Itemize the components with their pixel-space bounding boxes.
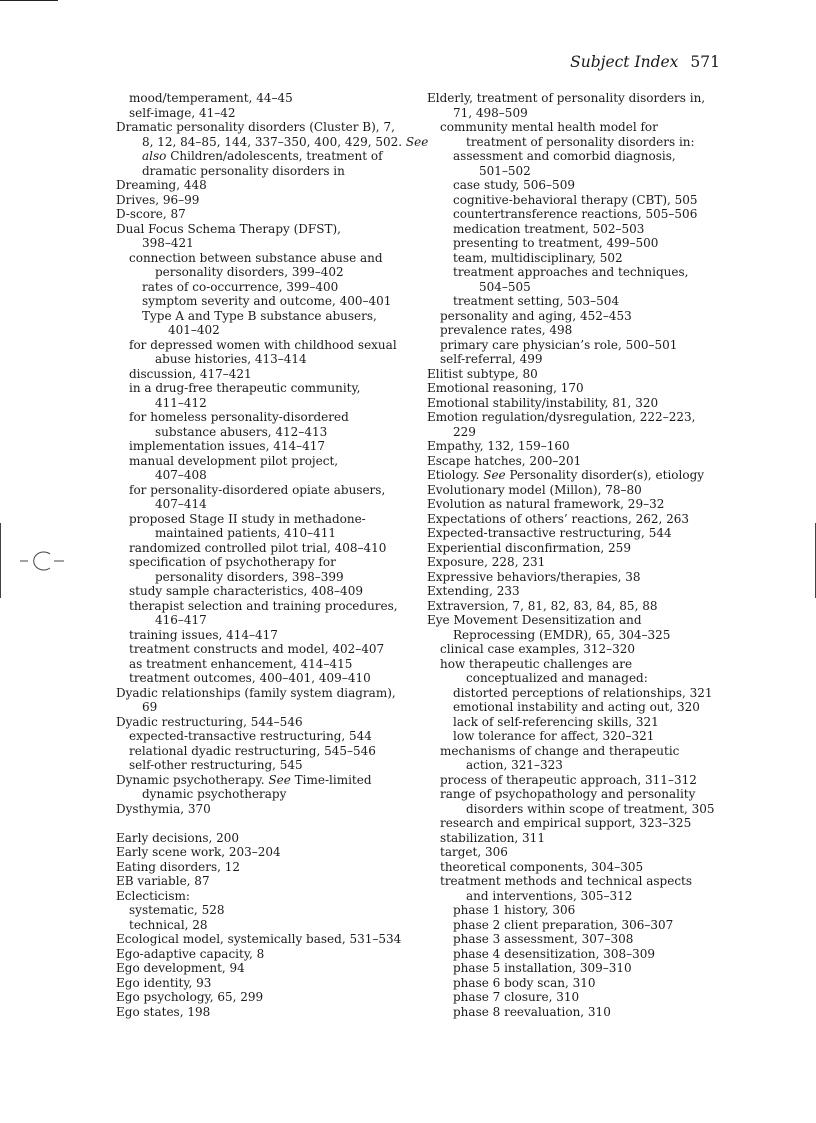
index-entry-text: primary care physician’s role, 500–501 <box>440 337 678 352</box>
index-entry-text: treatment approaches and techniques, <box>453 265 689 279</box>
index-entry <box>116 207 416 222</box>
index-entry <box>116 323 416 338</box>
index-entry-text: Type A and Type B substance abusers, <box>142 308 377 323</box>
index-entry <box>427 874 727 889</box>
index-entry-text: target, 306 <box>440 845 508 859</box>
index-entry <box>116 889 416 904</box>
index-entry <box>427 323 727 338</box>
index-entry-text: Elitist subtype, 80 <box>427 366 538 381</box>
index-entry-text: treatment setting, 503–504 <box>453 294 620 308</box>
index-entry-text: Reprocessing (EMDR), 65, 304–325 <box>453 627 671 642</box>
index-entry <box>116 497 416 512</box>
index-entry <box>427 816 727 831</box>
index-entry-text: phase 7 closure, 310 <box>453 990 580 1004</box>
index-entry <box>427 454 727 469</box>
index-entry-text: dynamic psychotherapy <box>142 787 287 801</box>
index-entry-text: implementation issues, 414–417 <box>129 439 326 453</box>
index-entry <box>116 845 416 860</box>
index-entry <box>116 265 416 280</box>
index-entry-text: Eye Movement Desensitization and <box>427 613 642 627</box>
index-entry <box>116 831 416 846</box>
index-entry-text: Expected-transactive restructuring, 544 <box>427 526 672 540</box>
index-entry <box>116 555 416 570</box>
index-entry-text: mood/temperament, 44–45 <box>129 91 293 105</box>
index-entry-text: 504–505 <box>479 279 531 294</box>
index-entry <box>427 903 727 918</box>
index-entry-text: Expectations of others’ reactions, 262, 263 <box>427 511 690 526</box>
index-entry-text: 71, 498–509 <box>453 105 528 120</box>
index-entry-text: Expressive behaviors/therapies, 38 <box>427 569 641 584</box>
index-entry-text: personality disorders, 398–399 <box>155 569 344 584</box>
index-entry <box>427 671 727 686</box>
index-entry <box>427 410 727 425</box>
index-entry-text: study sample characteristics, 408–409 <box>129 584 363 598</box>
crop-mark-left <box>0 523 1 598</box>
index-entry-text: relational dyadic restructuring, 545–546 <box>129 743 376 758</box>
index-entry <box>427 657 727 672</box>
index-entry <box>116 961 416 976</box>
index-entry-text: for homeless personality-disordered <box>129 410 349 424</box>
index-entry <box>116 280 416 295</box>
index-entry-text: Drives, 96–99 <box>116 192 200 207</box>
index-entry-text: 8, 12, 84–85, 144, 337–350, 400, 429, 502. <box>142 134 403 149</box>
index-entry-text: discussion, 417–421 <box>129 366 252 381</box>
index-entry-text: conceptualized and managed: <box>466 671 648 685</box>
index-entry-text: expected-transactive restructuring, 544 <box>129 729 372 743</box>
index-entry-text: range of psychopathology and personality <box>440 787 696 801</box>
index-entry-text: Emotional reasoning, 170 <box>427 381 584 395</box>
registration-mark-icon <box>20 549 64 573</box>
index-entry <box>427 468 727 483</box>
index-entry <box>116 918 416 933</box>
index-entry-text: 407–414 <box>155 497 207 511</box>
index-entry-text: as treatment enhancement, 414–415 <box>129 656 353 671</box>
index-entry <box>116 251 416 266</box>
index-entry-text: treatment constructs and model, 402–407 <box>129 642 385 656</box>
index-entry <box>116 193 416 208</box>
index-entry-text: countertransference reactions, 505–506 <box>453 207 698 221</box>
index-column-right <box>427 91 727 1019</box>
index-entry-text: Emotional stability/instability, 81, 320 <box>427 395 659 410</box>
index-entry <box>427 265 727 280</box>
index-entry <box>427 178 727 193</box>
index-entry-text: Dynamic psychotherapy. <box>116 772 265 787</box>
index-entry-text: Ecological model, systemically based, 531–534 <box>116 932 402 946</box>
index-entry-text: disorders within scope of treatment, 305 <box>466 801 715 816</box>
index-entry <box>427 193 727 208</box>
index-entry-text: Emotion regulation/dysregulation, 222–223, <box>427 410 696 424</box>
index-entry-text: Escape hatches, 200–201 <box>427 453 582 468</box>
index-entry-text: community mental health model for <box>440 120 658 134</box>
index-entry-text: EB variable, 87 <box>116 874 210 888</box>
page-number: 571 <box>690 53 720 71</box>
index-entry-text: prevalence rates, 498 <box>440 323 573 337</box>
index-entry <box>427 802 727 817</box>
index-entry <box>116 947 416 962</box>
index-entry <box>116 773 416 788</box>
index-entry <box>427 976 727 991</box>
index-entry-text: phase 5 installation, 309–310 <box>453 961 632 975</box>
index-entry <box>116 222 416 237</box>
index-entry-text: for depressed women with childhood sexual <box>129 337 397 352</box>
index-entry-text: Empathy, 132, 159–160 <box>427 439 570 453</box>
index-entry <box>116 744 416 759</box>
index-entry <box>427 381 727 396</box>
index-entry-text: Eclecticism: <box>116 888 190 903</box>
index-entry <box>427 555 727 570</box>
index-entry <box>116 686 416 701</box>
index-entry-see: See <box>405 134 429 149</box>
index-entry-text: Ego identity, 93 <box>116 975 212 990</box>
index-entry <box>427 744 727 759</box>
index-entry <box>116 715 416 730</box>
running-head <box>570 53 720 71</box>
index-entry-text: Children/adolescents, treatment of <box>170 149 383 163</box>
index-entry <box>116 1005 416 1020</box>
index-entry-text: Eating disorders, 12 <box>116 859 241 874</box>
index-entry <box>427 860 727 875</box>
index-entry <box>427 729 727 744</box>
index-entry-text: Experiential disconfirmation, 259 <box>427 540 631 555</box>
index-entry <box>116 802 416 817</box>
index-entry <box>116 613 416 628</box>
index-entry <box>116 352 416 367</box>
index-entry-text: Ego states, 198 <box>116 1004 211 1019</box>
index-entry-text: therapist selection and training procedures, <box>129 598 398 613</box>
index-entry-text: Ego-adaptive capacity, 8 <box>116 946 265 961</box>
index-entry-text: rates of co-occurrence, 399–400 <box>142 279 339 294</box>
index-entry <box>427 439 727 454</box>
index-entry <box>427 106 727 121</box>
index-entry-text: Personality disorder(s), etiology <box>509 468 705 482</box>
index-entry <box>427 497 727 512</box>
index-entry <box>116 642 416 657</box>
index-entry-text: 501–502 <box>479 163 531 178</box>
index-entry-text: case study, 506–509 <box>453 178 575 192</box>
index-entry <box>116 570 416 585</box>
index-entry <box>427 642 727 657</box>
index-entry <box>427 91 727 106</box>
index-entry <box>427 483 727 498</box>
index-entry-text: self-referral, 499 <box>440 352 543 366</box>
index-entry <box>427 294 727 309</box>
index-entry-text: Dyadic relationships (family system diagram), <box>116 685 396 700</box>
index-entry-text: Exposure, 228, 231 <box>427 555 546 569</box>
index-entry <box>116 657 416 672</box>
index-entry-text: Dysthymia, 370 <box>116 801 211 816</box>
index-entry <box>116 425 416 440</box>
index-entry-text: connection between substance abuse and <box>129 250 383 265</box>
index-entry <box>427 541 727 556</box>
index-entry <box>427 758 727 773</box>
index-entry-text: Early decisions, 200 <box>116 830 240 845</box>
index-entry-text: Evolutionary model (Millon), 78–80 <box>427 482 642 497</box>
index-entry <box>427 787 727 802</box>
index-entry-text: process of therapeutic approach, 311–312 <box>440 772 697 787</box>
index-entry-text: 407–408 <box>155 468 207 482</box>
index-entry-text: technical, 28 <box>129 917 208 932</box>
index-entry <box>427 512 727 527</box>
index-entry-text: personality disorders, 399–402 <box>155 265 344 279</box>
index-entry-text: emotional instability and acting out, 320 <box>453 700 700 714</box>
index-entry-text: Early scene work, 203–204 <box>116 845 281 859</box>
index-entry <box>427 425 727 440</box>
index-entry-text: treatment methods and technical aspects <box>440 874 693 888</box>
index-entry <box>116 874 416 889</box>
index-entry <box>116 106 416 121</box>
index-entry <box>427 889 727 904</box>
index-entry <box>427 338 727 353</box>
index-entry <box>427 149 727 164</box>
index-entry-text: phase 1 history, 306 <box>453 903 576 917</box>
index-entry <box>116 120 416 135</box>
index-entry <box>116 860 416 875</box>
index-entry <box>116 439 416 454</box>
index-entry <box>116 468 416 483</box>
index-entry <box>427 164 727 179</box>
index-entry <box>116 903 416 918</box>
index-entry-text: 411–412 <box>155 395 207 410</box>
index-entry-text: Ego development, 94 <box>116 961 245 975</box>
index-entry-text: symptom severity and outcome, 400–401 <box>142 294 392 308</box>
index-entry <box>427 251 727 266</box>
index-entry-text: Extending, 233 <box>427 584 520 598</box>
index-entry-text: specification of psychotherapy for <box>129 555 336 569</box>
index-entry-text: 229 <box>453 424 476 439</box>
index-entry-text: personality and aging, 452–453 <box>440 308 632 323</box>
index-entry <box>116 787 416 802</box>
index-entry <box>116 381 416 396</box>
index-entry <box>427 845 727 860</box>
index-entry-text: 401–402 <box>168 323 220 337</box>
index-entry <box>427 932 727 947</box>
index-entry-text: assessment and comorbid diagnosis, <box>453 149 676 163</box>
index-entry-text: Time-limited <box>294 772 372 787</box>
index-entry <box>116 526 416 541</box>
index-entry <box>116 932 416 947</box>
index-entry-text: Etiology. <box>427 468 480 482</box>
index-column-left <box>116 91 429 1019</box>
index-entry <box>116 294 416 309</box>
index-entry <box>427 599 727 614</box>
index-entry-text: self-image, 41–42 <box>129 105 236 120</box>
index-entry <box>427 135 727 150</box>
index-entry <box>427 1005 727 1020</box>
index-entry <box>116 628 416 643</box>
index-entry-text: phase 4 desensitization, 308–309 <box>453 946 656 961</box>
index-entry-text: abuse histories, 413–414 <box>155 352 307 366</box>
index-entry-see: also <box>142 149 167 163</box>
index-entry <box>116 309 416 324</box>
index-entry <box>116 758 416 773</box>
index-entry-text: 416–417 <box>155 613 207 627</box>
index-entry-text: team, multidisciplinary, 502 <box>453 250 623 265</box>
index-entry-text: low tolerance for affect, 320–321 <box>453 729 655 743</box>
index-entry <box>116 584 416 599</box>
index-entry-text: maintained patients, 410–411 <box>155 526 336 540</box>
index-entry <box>116 396 416 411</box>
index-entry <box>427 700 727 715</box>
index-entry-text: medication treatment, 502–503 <box>453 221 645 236</box>
index-entry-text: mechanisms of change and therapeutic <box>440 743 680 758</box>
index-entry <box>116 512 416 527</box>
index-entry <box>427 831 727 846</box>
index-entry-text: phase 2 client preparation, 306–307 <box>453 917 674 932</box>
index-entry-text: action, 321–323 <box>466 758 563 772</box>
index-entry <box>116 134 429 150</box>
index-entry-text: dramatic personality disorders in <box>142 163 345 178</box>
index-entry-text: phase 6 body scan, 310 <box>453 975 596 990</box>
index-entry-text: Dyadic restructuring, 544–546 <box>116 714 303 729</box>
index-entry <box>427 584 727 599</box>
index-entry <box>116 671 416 686</box>
index-entry <box>116 541 416 556</box>
index-entry <box>427 715 727 730</box>
index-entry <box>116 149 416 164</box>
index-entry <box>116 91 416 106</box>
index-entry <box>427 352 727 367</box>
index-entry-text: phase 3 assessment, 307–308 <box>453 932 634 946</box>
index-entry-text: Dreaming, 448 <box>116 178 207 192</box>
index-entry <box>427 526 727 541</box>
index-entry-text: D-score, 87 <box>116 207 186 221</box>
index-entry <box>427 120 727 135</box>
index-entry <box>427 961 727 976</box>
index-entry <box>116 990 416 1005</box>
index-entry-text: manual development pilot project, <box>129 453 339 468</box>
index-entry-text: 398–421 <box>142 236 194 250</box>
index-entry <box>116 700 416 715</box>
index-entry <box>427 613 727 628</box>
index-entry-text: stabilization, 311 <box>440 830 545 845</box>
index-entry-text: Ego psychology, 65, 299 <box>116 990 264 1004</box>
index-entry-text: Dual Focus Schema Therapy (DFST), <box>116 221 341 236</box>
index-entry-text: research and empirical support, 323–325 <box>440 816 692 830</box>
index-entry <box>427 280 727 295</box>
index-entry <box>427 396 727 411</box>
index-entry <box>427 947 727 962</box>
index-entry-text: systematic, 528 <box>129 903 225 917</box>
running-head-title: Subject Index <box>570 53 679 71</box>
index-entry <box>427 236 727 251</box>
index-entry <box>427 628 727 643</box>
index-entry-text: for personality-disordered opiate abusers, <box>129 482 386 497</box>
index-entry-text: treatment of personality disorders in: <box>466 134 695 149</box>
index-entry-text: 69 <box>142 700 158 714</box>
index-entry <box>116 178 416 193</box>
index-entry <box>427 570 727 585</box>
index-entry-text: treatment outcomes, 400–401, 409–410 <box>129 671 371 685</box>
index-entry-text: substance abusers, 412–413 <box>155 424 328 439</box>
index-entry <box>427 686 727 701</box>
index-entry <box>427 207 727 222</box>
index-entry-text: Extraversion, 7, 81, 82, 83, 84, 85, 88 <box>427 598 658 613</box>
index-entry <box>116 338 416 353</box>
index-entry <box>116 236 416 251</box>
index-entry <box>116 164 416 179</box>
index-entry <box>427 990 727 1005</box>
index-entry-text: proposed Stage II study in methadone- <box>129 511 366 526</box>
index-entry-text: clinical case examples, 312–320 <box>440 642 636 656</box>
index-entry <box>116 599 416 614</box>
index-entry-text: in a drug-free therapeutic community, <box>129 381 361 395</box>
index-entry-text: phase 8 reevaluation, 310 <box>453 1004 611 1019</box>
index-letter-gap <box>116 816 416 831</box>
index-entry <box>116 367 416 382</box>
crop-mark-top-left <box>0 0 58 1</box>
index-entry <box>116 976 416 991</box>
index-entry-see: See <box>483 468 506 482</box>
index-entry-text: theoretical components, 304–305 <box>440 859 644 874</box>
index-entry <box>427 918 727 933</box>
index-entry <box>116 729 416 744</box>
index-entry <box>116 410 416 425</box>
index-entry-text: Dramatic personality disorders (Cluster B), 7, <box>116 120 395 134</box>
index-entry-text: Elderly, treatment of personality disorders in, <box>427 91 706 105</box>
index-entry <box>427 773 727 788</box>
index-entry <box>116 483 416 498</box>
index-entry-text: how therapeutic challenges are <box>440 656 633 671</box>
index-entry <box>116 454 416 469</box>
index-entry-text: training issues, 414–417 <box>129 627 278 642</box>
index-entry-text: Evolution as natural framework, 29–32 <box>427 497 665 511</box>
index-entry-text: presenting to treatment, 499–500 <box>453 236 659 250</box>
index-entry-text: self-other restructuring, 545 <box>129 758 303 772</box>
index-entry-text: randomized controlled pilot trial, 408–410 <box>129 540 387 555</box>
index-entry-see: See <box>268 772 291 787</box>
index-entry-text: lack of self-referencing skills, 321 <box>453 714 659 729</box>
index-entry <box>427 309 727 324</box>
index-entry-text: and interventions, 305–312 <box>466 888 633 903</box>
index-entry-text: distorted perceptions of relationships, 321 <box>453 685 713 700</box>
index-entry <box>427 367 727 382</box>
index-entry-text: cognitive-behavioral therapy (CBT), 505 <box>453 192 698 207</box>
index-entry <box>427 222 727 237</box>
